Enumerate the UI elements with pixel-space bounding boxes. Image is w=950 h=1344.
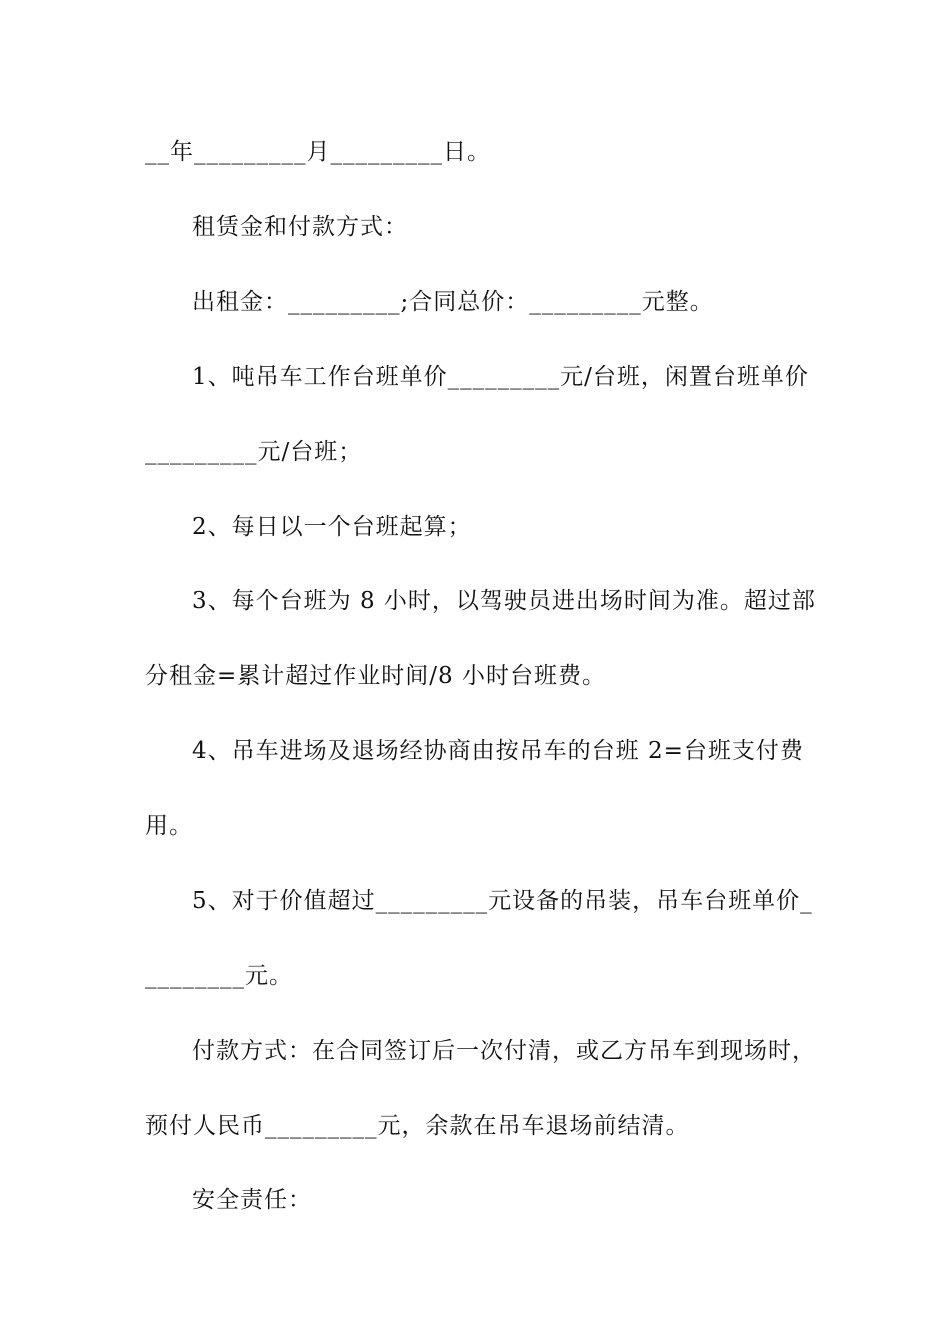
section-heading-safety: 安全责任： [192, 1187, 312, 1213]
clause-4-line-1: 4、吊车进场及退场经协商由按吊车的台班 2=台班支付费 [192, 738, 804, 764]
clause-5-line-1: 5、对于价值超过_________元设备的吊装，吊车台班单价_ [192, 888, 813, 914]
section-heading-rent: 租赁金和付款方式： [192, 214, 408, 240]
rent-total-line: 出租金：_________;合同总价：_________元整。 [192, 289, 714, 315]
clause-4-line-2: 用。 [145, 813, 193, 839]
clause-2: 2、每日以一个台班起算； [192, 514, 472, 540]
payment-method-line-1: 付款方式：在合同签订后一次付清，或乙方吊车到现场时， [192, 1038, 816, 1064]
date-line: __年_________月_________日。 [145, 139, 491, 165]
clause-3-line-1: 3、每个台班为 8 小时，以驾驶员进出场时间为准。超过部 [192, 588, 816, 614]
clause-1-line-1: 1、吨吊车工作台班单价_________元/台班，闲置台班单价 [192, 364, 809, 390]
payment-method-line-2: 预付人民币_________元，余款在吊车退场前结清。 [145, 1113, 690, 1139]
clause-5-line-2: ________元。 [145, 963, 293, 989]
clause-1-line-2: _________元/台班； [145, 439, 363, 465]
clause-3-line-2: 分租金=累计超过作业时间/8 小时台班费。 [145, 663, 606, 689]
